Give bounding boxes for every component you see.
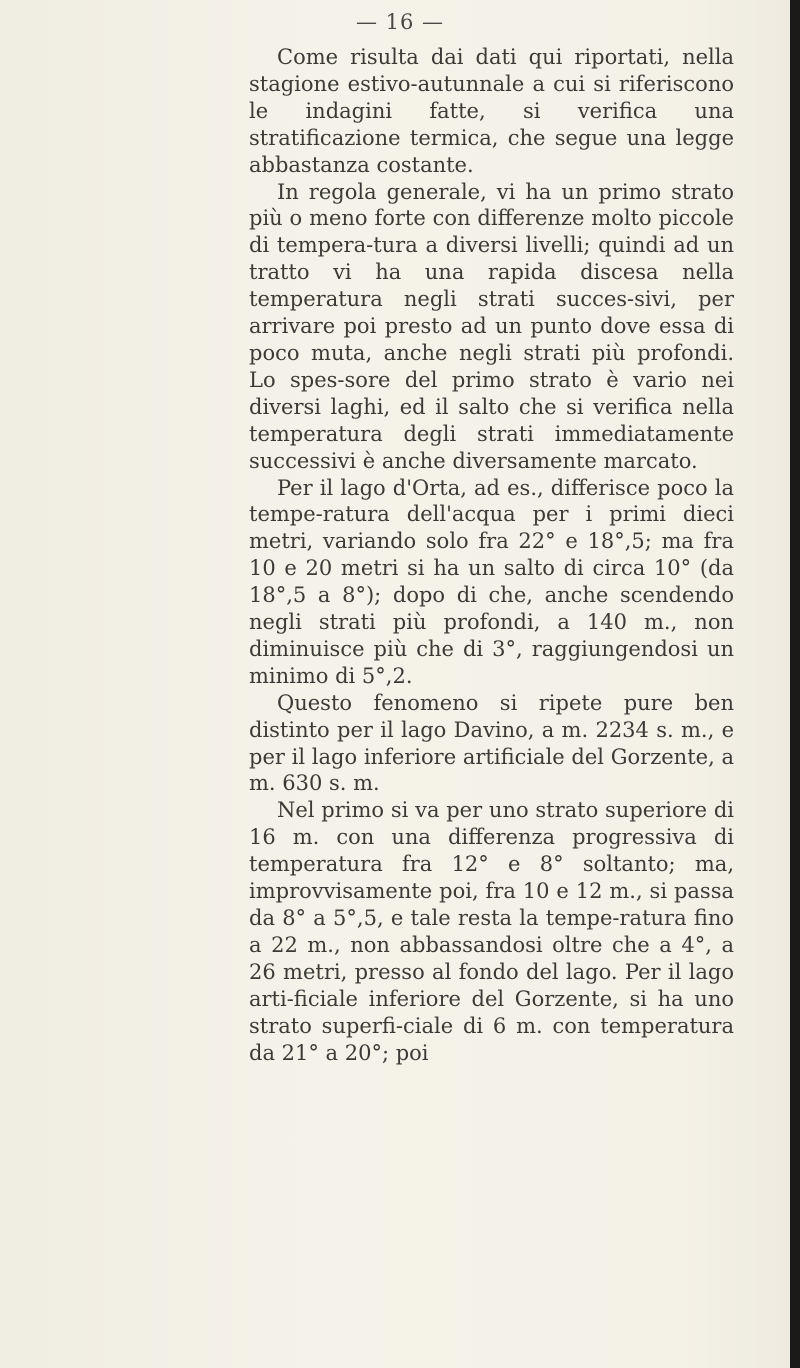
scan-edge (790, 0, 800, 1368)
paragraph: Questo fenomeno si ripete pure ben distinto per il lago Davino, a m. 2234 s. m., e per il lago inferiore artificiale del Gorzente, a m. 630 s. m. (249, 690, 734, 796)
paragraph: Per il lago d'Orta, ad es., differisce poco la tempe-ratura dell'acqua per i primi dieci metri, variando solo fra 22° e 18°,5; ma fra 10 e 20 metri si ha un salto di circa 10° (da 18°,5 a 8°); dopo di che, anche scendendo negli strati più profondi, a 140 m., non diminuisce più che di 3°, raggiungendosi un minimo di 5°,2. (249, 475, 734, 688)
paragraph: In regola generale, vi ha un primo strato più o meno forte con differenze molto piccole di tempera-tura a diversi livelli; quindi ad un tratto vi ha una rapida discesa nella temperatura negli strati succes-sivi, per arrivare poi presto ad un punto dove essa di poco muta, anche negli strati più profondi. Lo spes-sore del primo strato è vario nei diversi laghi, ed il salto che si verifica nella temperatura degli strati immediatamente successivi è anche diversamente marcato. (249, 179, 734, 473)
page-number: — 16 — (355, 10, 445, 34)
paragraph: Nel primo si va per uno strato superiore di 16 m. con una differenza progressiva di temperatura fra 12° e 8° soltanto; ma, improvvisamente poi, fra 10 e 12 m., si passa da 8° a 5°,5, e tale resta la tempe-ratura fino a 22 m., non abbassandosi oltre che a 4°, a 26 metri, presso al fondo del lago. Per il lago arti-ficiale inferiore del Gorzente, si ha uno strato superfi-ciale di 6 m. con temperatura da 21° a 20°; poi (249, 798, 734, 1065)
body-text (249, 44, 734, 1066)
paragraph: Come risulta dai dati qui riportati, nella stagione estivo-autunnale a cui si riferiscono le indagini fatte, si verifica una stratificazione termica, che segue una legge abbastanza costante. (249, 45, 734, 177)
